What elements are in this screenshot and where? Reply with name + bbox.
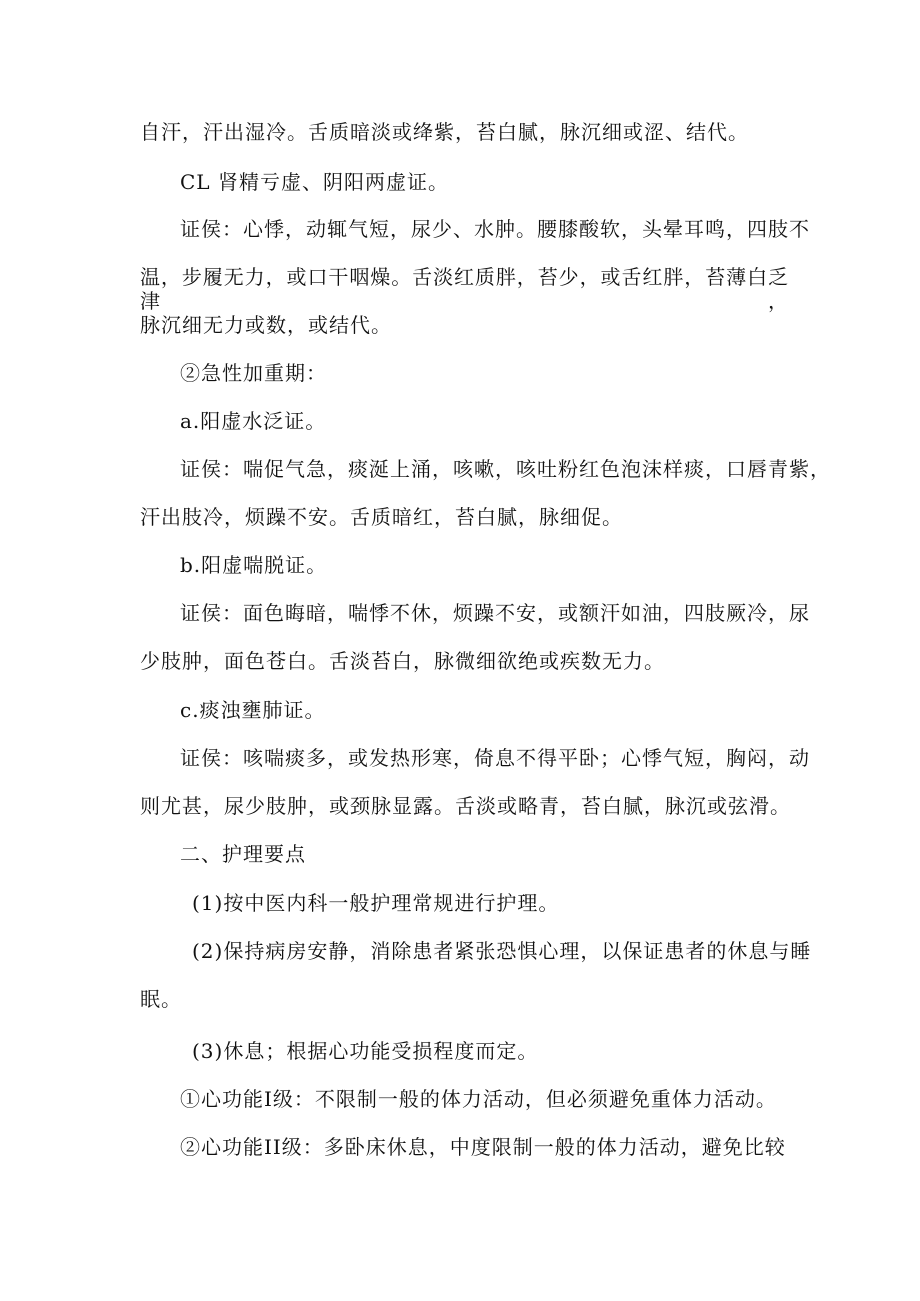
paragraph-line: 温，步履无力，或口干咽燥。舌淡红质胖，苔少，或舌红胖，苔薄白乏津，	[140, 265, 788, 313]
list-item: (3)休息；根据心功能受损程度而定。	[192, 1039, 539, 1063]
paragraph-line: 证侯：喘促气急，痰涎上涌，咳嗽，咳吐粉红色泡沫样痰，口唇青紫，	[180, 457, 831, 481]
list-item: ①心功能Ⅰ级：不限制一般的体力活动，但必须避免重体力活动。	[180, 1087, 777, 1111]
section-heading: b.阳虚喘脱证。	[180, 553, 328, 577]
section-heading: c.痰浊壅肺证。	[180, 698, 326, 722]
paragraph-line: 汗出肢冷，烦躁不安。舌质暗红，苔白腻，脉细促。	[140, 505, 623, 529]
paragraph-line: 证侯：咳喘痰多，或发热形寒，倚息不得平卧；心悸气短，胸闷，动	[180, 746, 810, 770]
section-heading: CL 肾精亏虚、阴阳两虚证。	[180, 170, 449, 194]
paragraph-line: 少肢肿，面色苍白。舌淡苔白，脉微细欲绝或疾数无力。	[140, 649, 665, 673]
list-item: (1)按中医内科一般护理常规进行护理。	[192, 891, 560, 915]
paragraph-line: 证侯：心悸，动辄气短，尿少、水肿。腰膝酸软，头晕耳鸣，四肢不	[180, 217, 810, 241]
list-item: ②心功能II级：多卧床休息，中度限制一般的体力活动，避免比较	[180, 1135, 786, 1159]
paragraph-line: 则尤甚，尿少肢肿，或颈脉显露。舌淡或略青，苔白腻，脉沉或弦滑。	[140, 794, 791, 818]
paragraph-line: 自汗，汗出湿冷。舌质暗淡或绛紫，苔白腻，脉沉细或涩、结代。	[140, 120, 749, 144]
section-heading: a.阳虚水泛证。	[180, 409, 327, 433]
paragraph-line: 证侯：面色晦暗，喘悸不休，烦躁不安，或额汗如油，四肢厥冷，尿	[180, 601, 810, 625]
paragraph-line: 脉沉细无力或数，或结代。	[140, 313, 392, 337]
paragraph-line: 眠。	[140, 987, 182, 1011]
section-heading: ②急性加重期：	[180, 361, 327, 385]
list-item: (2)保持病房安静，消除患者紧张恐惧心理，以保证患者的休息与睡	[192, 939, 812, 963]
section-heading: 二、护理要点	[180, 842, 306, 866]
